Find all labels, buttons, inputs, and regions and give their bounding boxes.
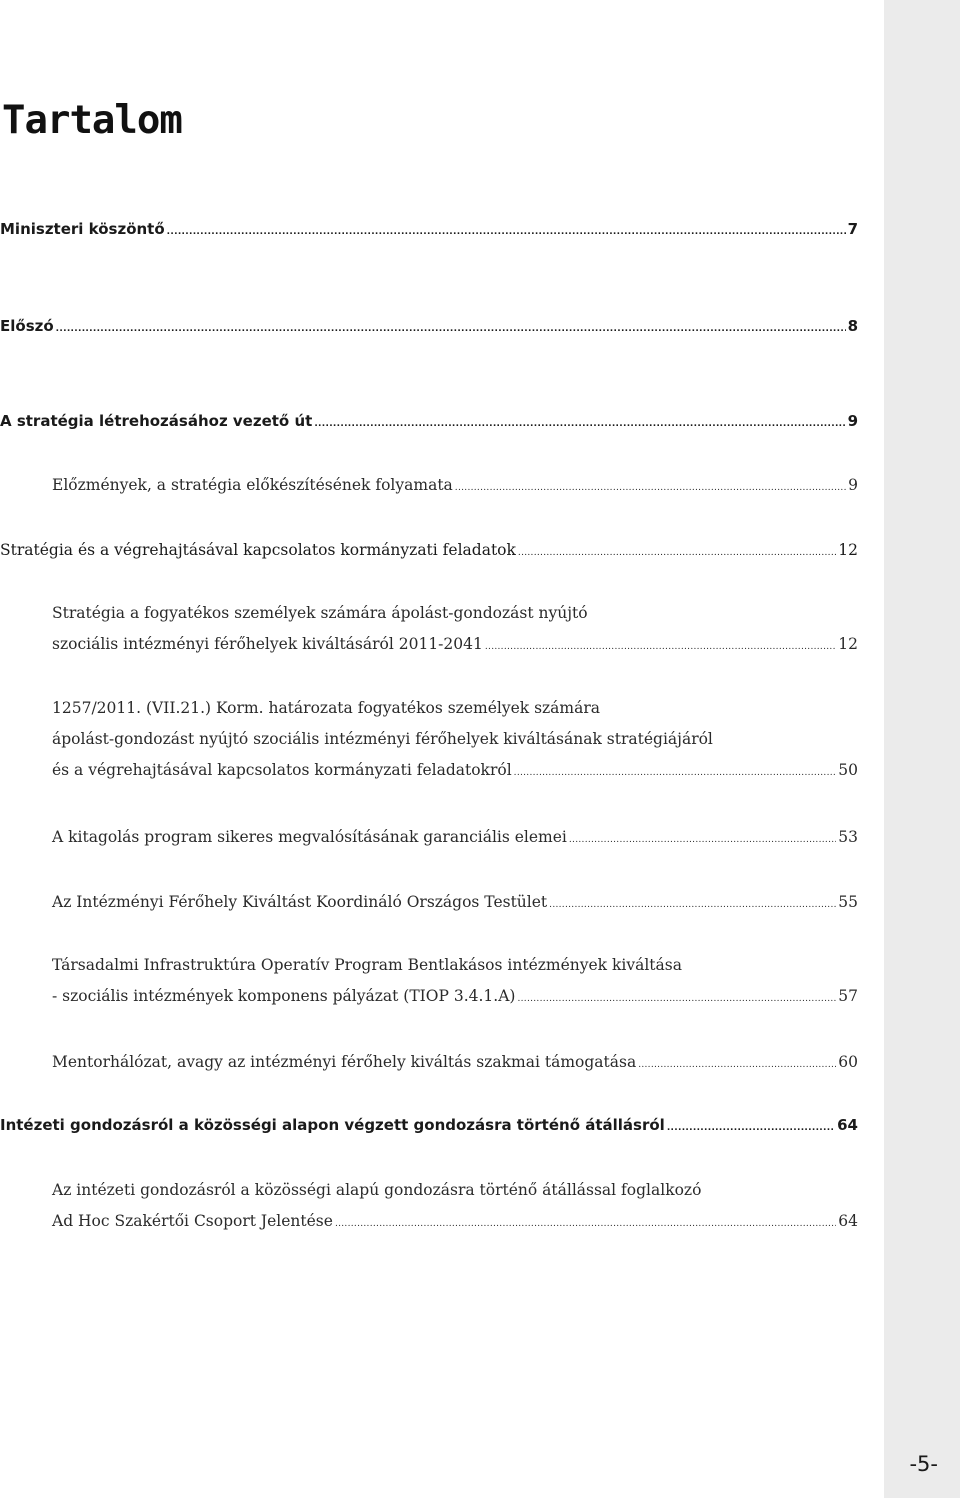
toc-page-number: 8 bbox=[847, 317, 858, 335]
toc-entry-text: Stratégia a fogyatékos személyek számára ápolást-gondozást nyújtó bbox=[52, 604, 588, 622]
dot-leader bbox=[167, 217, 846, 248]
dot-leader bbox=[485, 632, 836, 663]
toc-entry-line bbox=[52, 470, 858, 504]
toc-entry-line bbox=[0, 406, 858, 440]
toc-entry-line bbox=[52, 1206, 858, 1240]
dot-leader bbox=[638, 1050, 836, 1081]
toc-entry-text: ápolást-gondozást nyújtó szociális intézményi férőhelyek kiváltásának stratégiájáról bbox=[52, 730, 713, 748]
toc-entry[interactable] bbox=[52, 470, 858, 504]
page-title: Tartalom bbox=[2, 98, 182, 143]
dot-leader bbox=[518, 538, 836, 569]
toc-entry-text: 1257/2011. (VII.21.) Korm. határozata fogyatékos személyek számára bbox=[52, 699, 601, 717]
toc-entry[interactable] bbox=[0, 214, 858, 248]
toc-entry-text: Mentorhálózat, avagy az intézményi férőhely kiváltás szakmai támogatása bbox=[52, 1053, 637, 1071]
toc-page-number: 53 bbox=[838, 828, 858, 846]
toc-entry[interactable] bbox=[52, 822, 858, 856]
toc-page-number: 60 bbox=[838, 1053, 858, 1071]
page-number: -5- bbox=[909, 1452, 938, 1476]
toc-page-number: 64 bbox=[838, 1212, 858, 1230]
toc-page-number: 12 bbox=[838, 541, 858, 559]
toc-entry[interactable] bbox=[52, 1175, 858, 1240]
toc-entry-line bbox=[52, 629, 858, 663]
toc-entry-text: Előszó bbox=[0, 317, 54, 335]
toc-entry-text: Társadalmi Infrastruktúra Operatív Program Bentlakásos intézmények kiváltása bbox=[52, 956, 682, 974]
toc-entry[interactable] bbox=[52, 1047, 858, 1081]
toc-entry-text: szociális intézményi férőhelyek kiváltásáról 2011-2041 bbox=[52, 635, 483, 653]
toc-page-number: 57 bbox=[838, 987, 858, 1005]
dot-leader bbox=[517, 984, 836, 1015]
toc-page-number: 7 bbox=[847, 220, 858, 238]
toc-entry[interactable] bbox=[0, 311, 858, 345]
toc-entry-line bbox=[52, 887, 858, 921]
toc-entry-text: Ad Hoc Szakértői Csoport Jelentése bbox=[52, 1212, 333, 1230]
toc-entry-line bbox=[52, 755, 858, 789]
toc-page-number: 64 bbox=[837, 1116, 858, 1134]
toc-entry-text: A kitagolás program sikeres megvalósításának garanciális elemei bbox=[52, 828, 567, 846]
toc-entry[interactable] bbox=[0, 406, 858, 440]
toc-entry-line bbox=[0, 214, 858, 248]
toc-entry[interactable] bbox=[52, 598, 858, 663]
toc-entry-text: Miniszteri köszöntő bbox=[0, 220, 165, 238]
toc-entry-line bbox=[0, 1110, 858, 1144]
dot-leader bbox=[314, 409, 845, 440]
dot-leader bbox=[455, 473, 846, 504]
toc-page-number: 50 bbox=[838, 761, 858, 779]
toc-entry-text: - szociális intézmények komponens pályázat (TIOP 3.4.1.A) bbox=[52, 987, 516, 1005]
toc-entry-text: és a végrehajtásával kapcsolatos kormányzati feladatokról bbox=[52, 761, 512, 779]
toc-entry-text: A stratégia létrehozásához vezető út bbox=[0, 412, 313, 430]
dot-leader bbox=[667, 1113, 835, 1144]
toc-entry-line bbox=[52, 1047, 858, 1081]
toc-entry[interactable] bbox=[52, 693, 858, 789]
dot-leader bbox=[335, 1209, 836, 1240]
toc-page-number: 9 bbox=[847, 412, 858, 430]
toc-entry[interactable] bbox=[52, 950, 858, 1015]
toc-entry[interactable] bbox=[52, 887, 858, 921]
toc-entry-line bbox=[52, 981, 858, 1015]
toc-entry-text: Az intézeti gondozásról a közösségi alapú gondozásra történő átállással foglalkozó bbox=[52, 1181, 702, 1199]
side-band bbox=[884, 0, 960, 1498]
toc-entry[interactable] bbox=[0, 535, 858, 569]
dot-leader bbox=[514, 758, 837, 789]
toc-page-number: 55 bbox=[838, 893, 858, 911]
toc-page-number: 9 bbox=[848, 476, 858, 494]
toc-entry-line bbox=[0, 535, 858, 569]
toc-entry-line bbox=[52, 822, 858, 856]
toc-entry-text: Az Intézményi Férőhely Kiváltást Koordináló Országos Testület bbox=[52, 893, 548, 911]
toc-entry-text: Előzmények, a stratégia előkészítésének folyamata bbox=[52, 476, 453, 494]
dot-leader bbox=[569, 825, 836, 856]
toc-page-number: 12 bbox=[838, 635, 858, 653]
toc-entry[interactable] bbox=[0, 1110, 858, 1144]
dot-leader bbox=[549, 890, 836, 921]
dot-leader bbox=[56, 314, 846, 345]
toc-entry-text: Intézeti gondozásról a közösségi alapon végzett gondozásra történő átállásról bbox=[0, 1116, 665, 1134]
toc-entry-text: Stratégia és a végrehajtásával kapcsolatos kormányzati feladatok bbox=[0, 541, 516, 559]
toc-entry-line bbox=[0, 311, 858, 345]
